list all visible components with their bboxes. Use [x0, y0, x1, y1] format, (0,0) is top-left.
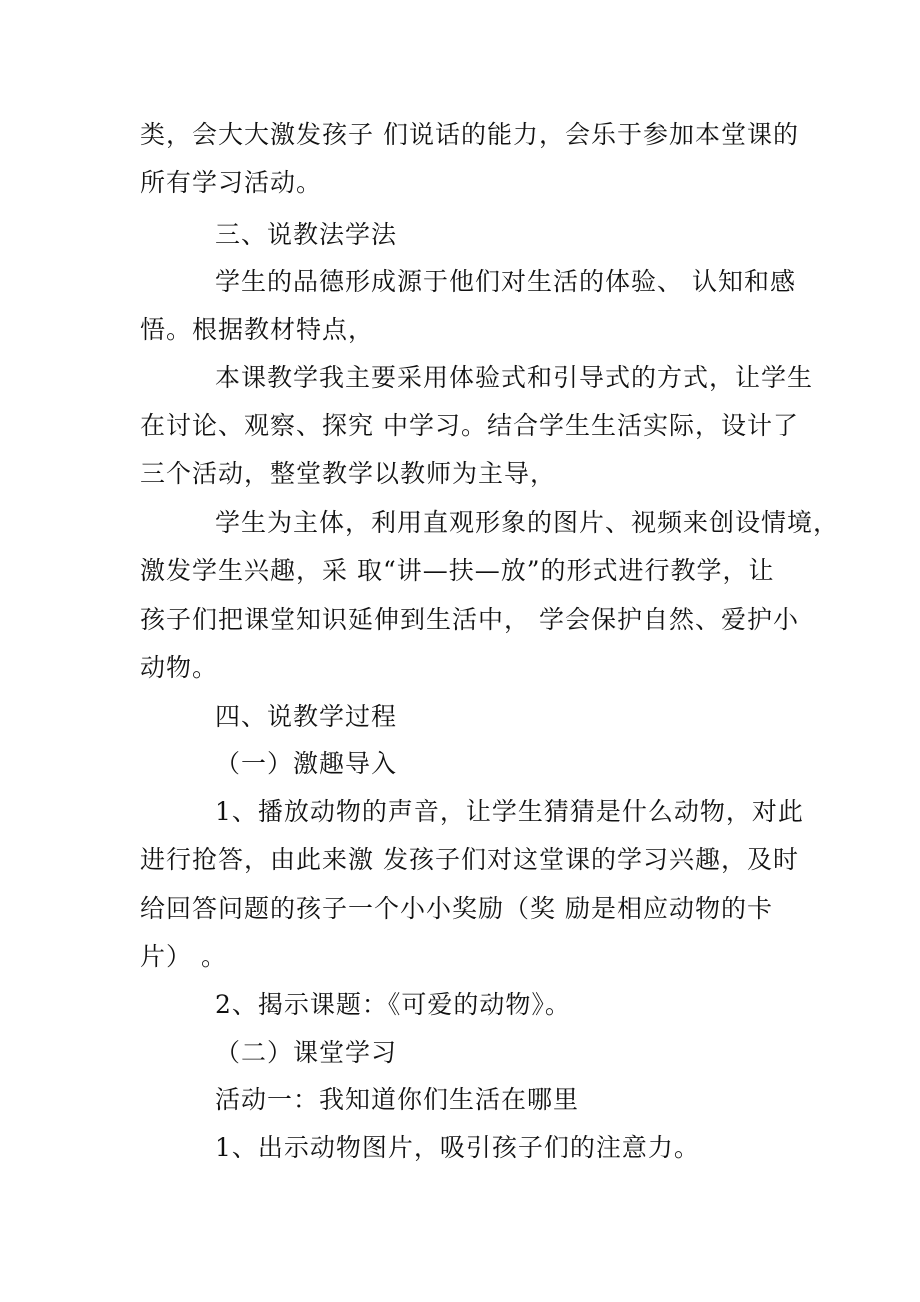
text-line: 1、出示动物图片，吸引孩子们的注意力。 — [215, 1133, 700, 1162]
text-line: 激发学生兴趣，采 取“讲—扶—放”的形式进行教学，让 — [140, 556, 775, 585]
text-line: 学生为主体，利用直观形象的图片、视频来创设情境， — [215, 508, 840, 537]
text-line: 学生的品德形成源于他们对生活的体验、 认知和感 — [215, 267, 796, 296]
text-line: 在讨论、观察、探究 中学习。结合学生生活实际，设计了 — [140, 411, 799, 440]
text-line: 活动一：我知道你们生活在哪里 — [215, 1085, 580, 1114]
text-line: 片） 。 — [140, 942, 227, 971]
text-line: 悟。根据教材特点， — [140, 315, 375, 344]
text-line: 所有学习活动。 — [140, 168, 323, 197]
text-line: 2、揭示课题：《可爱的动物》。 — [215, 990, 571, 1019]
subsection-heading: （二）课堂学习 — [215, 1038, 398, 1067]
text-line: 类，会大大激发孩子 们说话的能力，会乐于参加本堂课的 — [140, 120, 799, 149]
section-heading: 三、说教法学法 — [215, 220, 398, 249]
text-line: 进行抢答，由此来激 发孩子们对这堂课的学习兴趣，及时 — [140, 845, 799, 874]
section-heading: 四、说教学过程 — [215, 702, 398, 731]
text-line: 给回答问题的孩子一个小小奖励（奖 励是相应动物的卡 — [140, 894, 773, 923]
text-line: 动物。 — [140, 653, 219, 682]
text-line: 1、播放动物的声音，让学生猜猜是什么动物，对此 — [215, 797, 804, 826]
text-line: 本课教学我主要采用体验式和引导式的方式，让学生 — [215, 363, 814, 392]
text-line: 三个活动，整堂教学以教师为主导， — [140, 459, 557, 488]
subsection-heading: （一）激趣导入 — [215, 749, 398, 778]
text-line: 孩子们把课堂知识延伸到生活中， 学会保护自然、爱护小 — [140, 605, 799, 634]
